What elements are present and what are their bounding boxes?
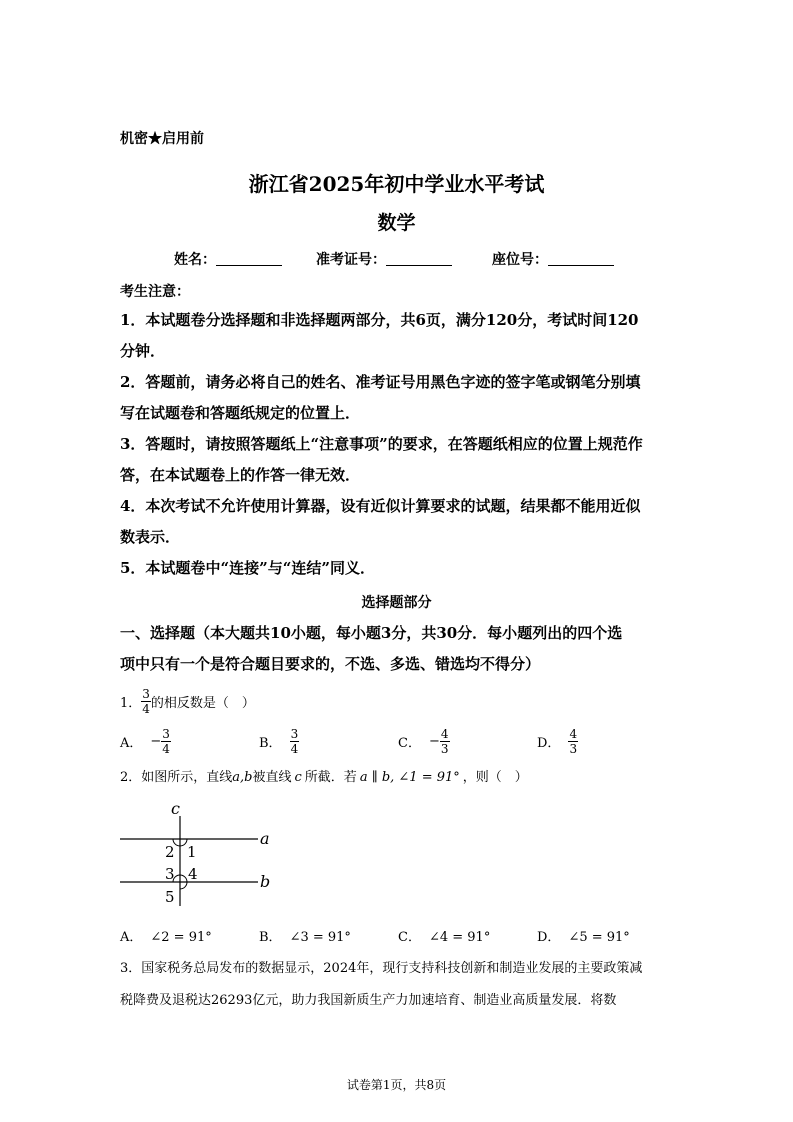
section-heading: 一、选择题（本大题共10小题，每小题3分，共30分．每小题列出的四个选 xyxy=(120,624,623,642)
fraction-numerator: 3 xyxy=(162,726,170,741)
exam-id-label: 准考证号： xyxy=(316,252,386,268)
name-blank[interactable] xyxy=(216,251,282,266)
q1-option-d[interactable] xyxy=(537,723,578,759)
option-label: B． xyxy=(259,735,282,751)
option-fraction xyxy=(568,727,578,756)
option-fraction xyxy=(440,727,450,756)
fraction-denominator: 3 xyxy=(569,741,578,756)
question-1 xyxy=(120,683,255,719)
fraction-numerator: 3 xyxy=(142,686,150,701)
notice-line: 数表示． xyxy=(120,528,181,546)
fraction-denominator: 4 xyxy=(162,741,170,756)
stem-math: a ∥ b, ∠1 = 91° xyxy=(359,770,460,785)
question-1-number: 1． xyxy=(120,695,142,711)
angle-label-1: 1 xyxy=(187,843,197,861)
question-1-stem: 的相反数是（ ） xyxy=(150,695,255,711)
notice-line: 1．本试题卷分选择题和非选择题两部分，共6页，满分120分，考试时间120 xyxy=(120,311,639,329)
option-fraction xyxy=(290,727,300,756)
option-text: ∠2 = 91° xyxy=(150,930,212,945)
fraction-numerator: 4 xyxy=(440,726,449,741)
stem-math: a,b xyxy=(232,770,253,785)
notice-line: 4．本次考试不允许使用计算器，设有近似计算要求的试题，结果都不能用近似 xyxy=(120,497,641,515)
stem-text: ，则（ ） xyxy=(462,770,528,785)
stem-math: c xyxy=(294,770,302,785)
seat-field xyxy=(492,249,614,269)
option-label: A． xyxy=(120,930,143,945)
stem-text: 被直线 xyxy=(252,770,292,785)
exam-id-field xyxy=(316,249,452,269)
label-a: a xyxy=(260,829,270,848)
option-label: B． xyxy=(259,930,282,945)
q1-option-b[interactable] xyxy=(259,723,299,759)
label-b: b xyxy=(260,872,271,891)
angle-arc-right xyxy=(180,882,187,889)
notice-line: 2．答题前，请务必将自己的姓名、准考证号用黑色字迹的签字笔或钢笔分别填 xyxy=(120,373,641,391)
option-text: ∠3 = 91° xyxy=(289,930,351,945)
fraction-numerator: 3 xyxy=(290,726,299,741)
q1-option-c[interactable] xyxy=(398,723,450,759)
question-3-line: 税降费及退税达26293亿元，助力我国新质生产力加速培育、制造业高质量发展．将数 xyxy=(120,993,617,1008)
section-title: 选择题部分 xyxy=(361,595,432,611)
angle-label-4: 4 xyxy=(188,865,198,883)
q2-option-b[interactable] xyxy=(259,926,351,945)
stem-text: 所截．若 xyxy=(304,770,357,785)
section-heading: 项中只有一个是符合题目要求的，不选、多选、错选均不得分） xyxy=(120,655,541,673)
exam-id-blank[interactable] xyxy=(386,251,452,266)
q1-option-a[interactable] xyxy=(120,723,171,759)
secret-label: 机密★启用前 xyxy=(120,131,204,147)
option-sign: − xyxy=(150,733,162,749)
option-label: D． xyxy=(537,735,561,751)
seat-blank[interactable] xyxy=(548,251,614,266)
option-sign: − xyxy=(428,733,440,749)
angle-label-3: 3 xyxy=(165,865,175,883)
option-label: A． xyxy=(120,735,143,751)
angle-label-2: 2 xyxy=(165,843,175,861)
option-label: C． xyxy=(398,930,421,945)
notice-line: 3．答题时，请按照答题纸上“注意事项”的要求，在答题纸相应的位置上规范作 xyxy=(120,435,643,453)
angle-label-5: 5 xyxy=(165,888,175,906)
seat-label: 座位号： xyxy=(492,252,548,268)
fraction-denominator: 4 xyxy=(290,741,299,756)
stem-text: 2．如图所示，直线 xyxy=(120,770,233,785)
question-1-fraction xyxy=(141,687,151,716)
exam-title: 浙江省2025年初中学业水平考试 xyxy=(248,172,545,196)
q2-option-c[interactable] xyxy=(398,926,490,945)
subject-title: 数学 xyxy=(377,212,416,234)
notice-line: 5．本试题卷中“连接”与“连结”同义． xyxy=(120,559,375,577)
q2-figure xyxy=(110,798,290,910)
option-text: ∠4 = 91° xyxy=(428,930,491,945)
question-2-stem xyxy=(120,766,528,785)
q2-option-d[interactable] xyxy=(537,926,630,945)
notice-line: 分钟． xyxy=(120,342,166,360)
option-label: D． xyxy=(537,930,561,945)
notice-title: 考生注意： xyxy=(120,284,190,300)
label-c: c xyxy=(171,799,180,818)
q2-option-a[interactable] xyxy=(120,926,212,945)
notice-line: 写在试题卷和答题纸规定的位置上． xyxy=(120,404,361,422)
name-field xyxy=(174,249,282,269)
fraction-numerator: 4 xyxy=(569,726,578,741)
fraction-denominator: 4 xyxy=(142,701,150,716)
notice-line: 答，在本试题卷上的作答一律无效． xyxy=(120,466,361,484)
name-label: 姓名： xyxy=(174,252,216,268)
option-text: ∠5 = 91° xyxy=(568,930,630,945)
option-label: C． xyxy=(398,735,421,751)
page-footer: 试卷第1页，共8页 xyxy=(346,1078,447,1092)
option-fraction xyxy=(161,727,171,756)
fraction-denominator: 3 xyxy=(440,741,449,756)
question-3-line: 3．国家税务总局发布的数据显示，2024年，现行支持科技创新和制造业发展的主要政策减 xyxy=(120,961,643,976)
